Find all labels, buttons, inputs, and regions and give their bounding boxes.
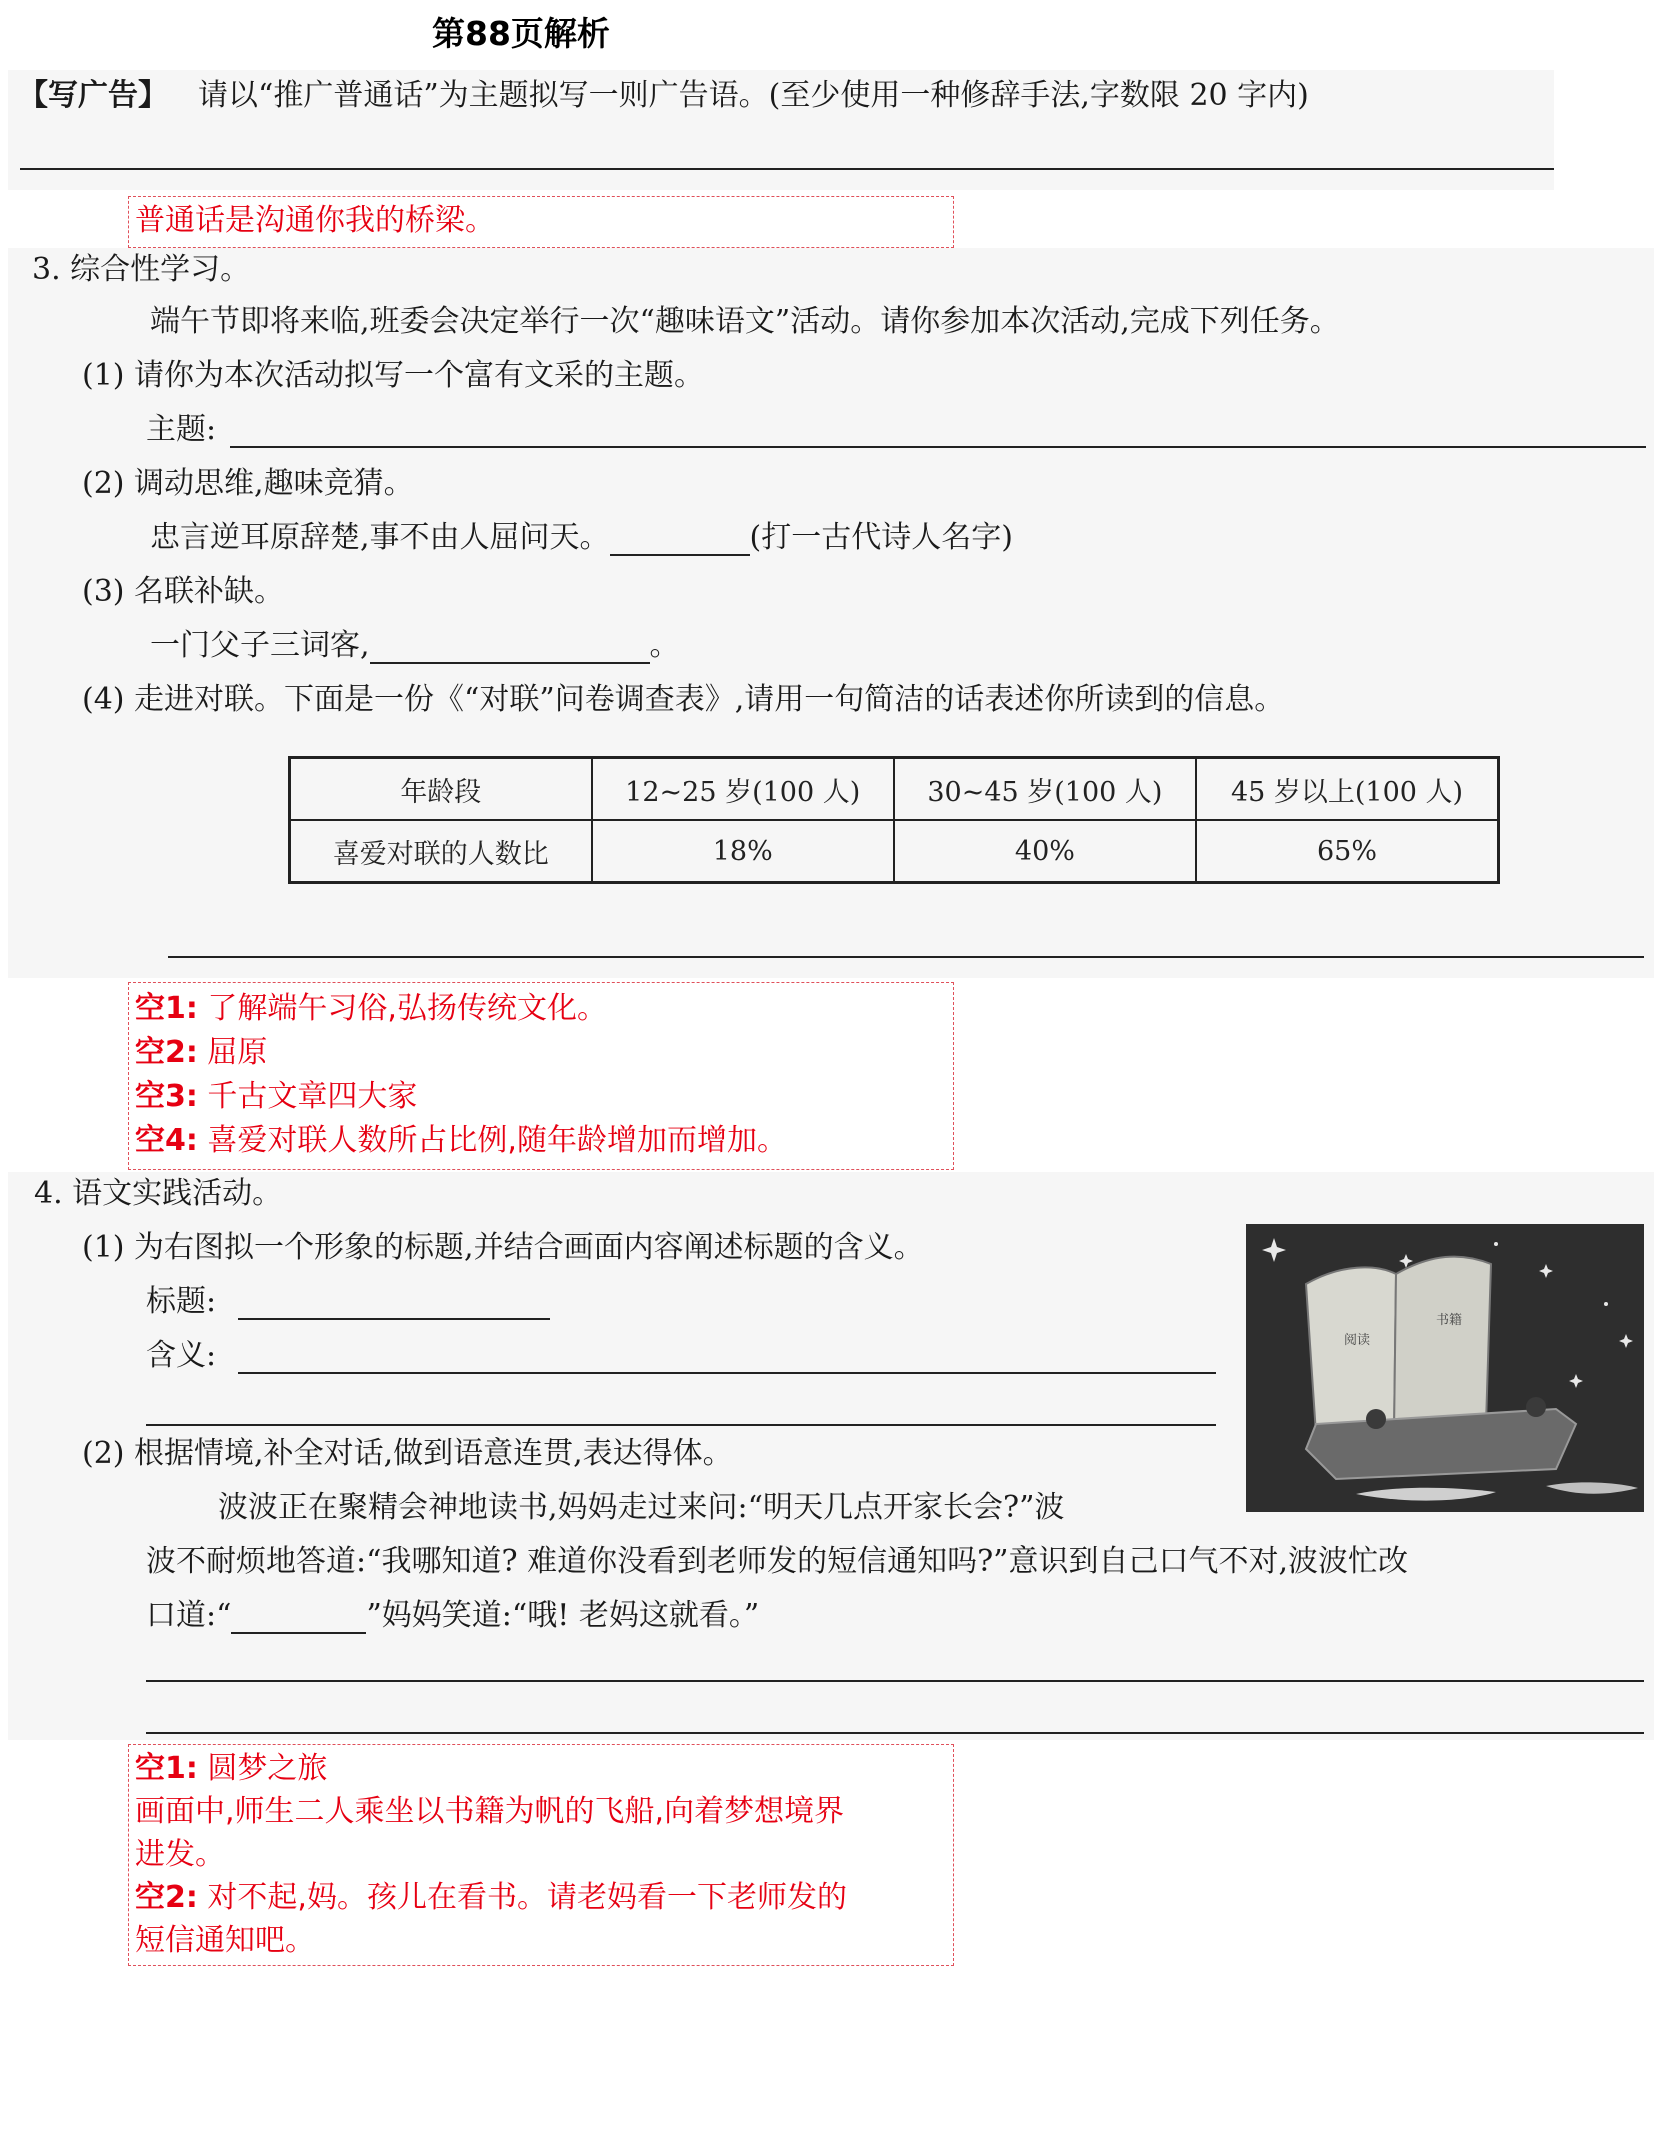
survey-header-cell: 45 岁以上(100 人) [1196, 758, 1498, 821]
q3-theme-label: 主题: [146, 412, 217, 447]
survey-data-cell: 喜爱对联的人数比 [290, 820, 592, 883]
survey-data-cell: 40% [894, 820, 1196, 883]
answer-text: 对不起,妈。孩儿在看书。请老妈看一下老师发的 [207, 1880, 847, 1915]
q4-para3-end: ”妈妈笑道:“哦! 老妈这就看。” [366, 1598, 760, 1633]
q4-answer-5 [135, 1919, 947, 1962]
ad-answer-line [20, 168, 1554, 170]
answer-label: 空2: [135, 1035, 198, 1070]
q3-sub3: (3) 名联补缺。 [82, 574, 285, 609]
q4-answer-line-1 [146, 1680, 1644, 1682]
q3-answer-line [168, 956, 1644, 958]
answer-text: 画面中,师生二人乘坐以书籍为帆的飞船,向着梦想境界 [135, 1794, 845, 1829]
q4-para3-start: 口道:“ [146, 1598, 232, 1633]
survey-header-row [290, 758, 1499, 821]
ad-answer: 普通话是沟通你我的桥梁。 [135, 203, 495, 238]
ad-answer-box [128, 196, 954, 248]
q3-riddle-blank [610, 554, 750, 556]
page-title: 第88页解析 [432, 14, 610, 53]
q4-answer-line-2 [146, 1732, 1644, 1734]
q4-meaning-line-1 [238, 1372, 1216, 1374]
q3-couplet-text: 一门父子三词客, [150, 628, 370, 663]
q4-para1: 波波正在聚精会神地读书,妈妈走过来问:“明天几点开家长会?”波 [218, 1490, 1065, 1525]
q3-answer-2 [135, 1031, 947, 1075]
ad-prompt: 请以“推广普通话”为主题拟写一则广告语。(至少使用一种修辞手法,字数限 20 字内) [198, 78, 1309, 113]
q4-sub1: (1) 为右图拟一个形象的标题,并结合画面内容阐述标题的含义。 [82, 1230, 924, 1265]
survey-header-cell: 30~45 岁(100 人) [894, 758, 1196, 821]
q3-theme-line [230, 446, 1646, 448]
q3-couplet [150, 628, 680, 664]
answer-text: 短信通知吧。 [135, 1923, 315, 1958]
q4-answer-1 [135, 1747, 947, 1790]
q4-sub2: (2) 根据情境,补全对话,做到语意连贯,表达得体。 [82, 1436, 733, 1471]
answer-text: 进发。 [135, 1837, 225, 1872]
survey-table [288, 756, 1500, 884]
q3-answer-box [128, 982, 954, 1170]
q4-meaning-label: 含义: [146, 1338, 217, 1373]
q3-couplet-blank [370, 662, 650, 664]
book-ship-illustration [1246, 1224, 1644, 1512]
survey-data-cell: 18% [592, 820, 894, 883]
answer-text: 屈原 [207, 1035, 268, 1070]
ad-label: 【写广告】 [18, 78, 168, 113]
q3-heading: 3. 综合性学习。 [32, 252, 251, 287]
answer-label: 空3: [135, 1079, 198, 1114]
q3-section [8, 248, 1654, 978]
sail-right-label: 书籍 [1436, 1313, 1463, 1328]
q3-answer-4 [135, 1119, 947, 1163]
q3-riddle-hint: (打一古代诗人名字) [749, 520, 1013, 555]
answer-label: 空2: [135, 1880, 198, 1915]
answer-text: 千古文章四大家 [207, 1079, 418, 1114]
survey-data-row [290, 820, 1499, 883]
answer-text: 了解端午习俗,弘扬传统文化。 [207, 991, 607, 1026]
q3-sub2: (2) 调动思维,趣味竞猜。 [82, 466, 414, 501]
answer-text: 喜爱对联人数所占比例,随年龄增加而增加。 [207, 1123, 787, 1158]
q4-para3 [146, 1598, 759, 1634]
q3-sub1: (1) 请你为本次活动拟写一个富有文采的主题。 [82, 358, 705, 393]
book-ship-svg [1246, 1224, 1644, 1512]
q4-answer-3 [135, 1833, 947, 1876]
q3-answer-3 [135, 1075, 947, 1119]
sail-left-label: 阅读 [1344, 1333, 1371, 1348]
q4-dialog-blank [231, 1632, 366, 1634]
q4-para2: 波不耐烦地答道:“我哪知道? 难道你没看到老师发的短信通知吗?”意识到自己口气不对,波波忙改 [146, 1544, 1409, 1579]
survey-data-cell: 65% [1196, 820, 1498, 883]
q4-meaning-line-2 [146, 1424, 1216, 1426]
q4-heading: 4. 语文实践活动。 [34, 1176, 283, 1211]
answer-text: 圆梦之旅 [207, 1751, 328, 1786]
q4-title-label: 标题: [146, 1284, 217, 1319]
answer-label: 空4: [135, 1123, 198, 1158]
survey-header-cell: 12~25 岁(100 人) [592, 758, 894, 821]
ad-section [8, 70, 1554, 190]
survey-header-cell: 年龄段 [290, 758, 592, 821]
q4-answer-4 [135, 1876, 947, 1919]
q3-riddle [150, 520, 1013, 556]
q4-answer-box [128, 1744, 954, 1966]
q4-section [8, 1172, 1654, 1740]
q3-couplet-end: 。 [649, 628, 680, 663]
q4-title-line [238, 1318, 550, 1320]
q3-riddle-text: 忠言逆耳原辞楚,事不由人屈问天。 [150, 520, 610, 555]
answer-label: 空1: [135, 1751, 198, 1786]
q4-answer-2 [135, 1790, 947, 1833]
answer-label: 空1: [135, 991, 198, 1026]
q3-intro: 端午节即将来临,班委会决定举行一次“趣味语文”活动。请你参加本次活动,完成下列任务。 [150, 304, 1340, 339]
q3-answer-1 [135, 987, 947, 1031]
q3-sub4: (4) 走进对联。下面是一份《“对联”问卷调查表》,请用一句简洁的话表述你所读到的信息。 [82, 682, 1285, 717]
